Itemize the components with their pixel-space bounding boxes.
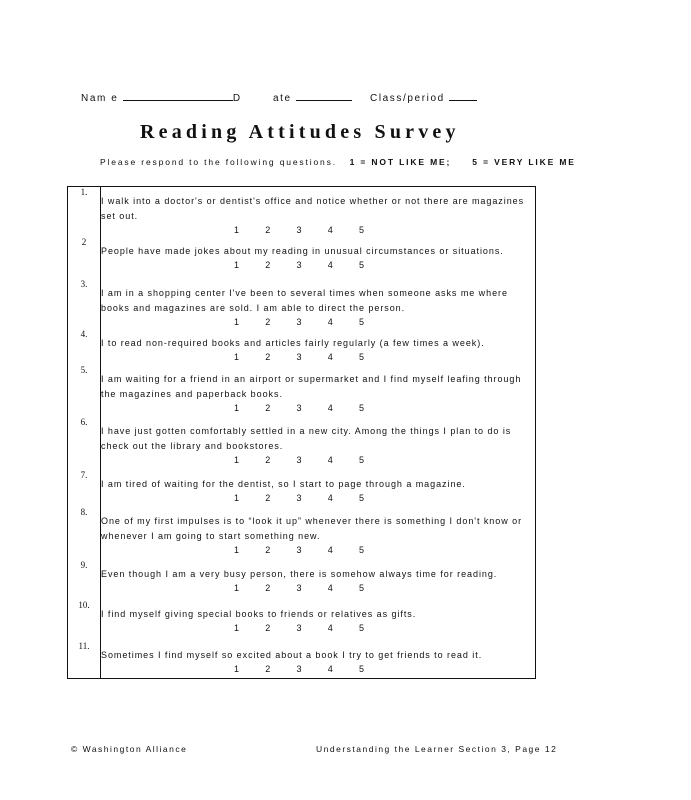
question-content	[101, 237, 536, 279]
rating-option-1[interactable]: 1	[234, 623, 240, 633]
rating-option-2[interactable]: 2	[265, 260, 271, 270]
question-number: 1.	[68, 187, 101, 238]
question-row	[68, 470, 536, 507]
rating-option-3[interactable]: 3	[296, 583, 302, 593]
question-content	[101, 279, 536, 329]
question-text: I walk into a doctor's or dentist's office and notice whether or not there are magazines set out.	[101, 196, 525, 221]
question-row	[68, 329, 536, 365]
question-number: 7.	[68, 470, 101, 507]
rating-option-4[interactable]: 4	[327, 664, 333, 674]
rating-option-3[interactable]: 3	[296, 623, 302, 633]
rating-option-2[interactable]: 2	[265, 352, 271, 362]
question-content	[101, 600, 536, 641]
rating-option-1[interactable]: 1	[234, 493, 240, 503]
rating-option-4[interactable]: 4	[327, 403, 333, 413]
question-number: 8.	[68, 507, 101, 560]
question-number: 11.	[68, 641, 101, 678]
rating-scale	[234, 663, 364, 676]
rating-option-4[interactable]: 4	[327, 493, 333, 503]
rating-option-4[interactable]: 4	[327, 583, 333, 593]
rating-option-5[interactable]: 5	[358, 493, 364, 503]
rating-option-5[interactable]: 5	[358, 623, 364, 633]
scale-low-label: 1 = NOT LIKE ME;	[349, 157, 452, 167]
class-blank[interactable]	[449, 90, 477, 101]
name-field[interactable]	[81, 90, 242, 104]
rating-option-4[interactable]: 4	[327, 352, 333, 362]
page-title: Reading Attitudes Survey	[140, 121, 460, 143]
name-blank[interactable]	[123, 90, 233, 101]
rating-option-2[interactable]: 2	[265, 225, 271, 235]
rating-option-3[interactable]: 3	[296, 403, 302, 413]
question-text: Sometimes I find myself so excited about a book I try to get friends to read it.	[101, 650, 483, 660]
question-number: 5.	[68, 365, 101, 417]
question-row	[68, 279, 536, 329]
rating-option-1[interactable]: 1	[234, 352, 240, 362]
rating-scale	[234, 351, 364, 364]
question-content	[101, 329, 536, 365]
date-label-end: ate	[273, 93, 292, 104]
rating-option-1[interactable]: 1	[234, 403, 240, 413]
question-content	[101, 417, 536, 470]
rating-option-2[interactable]: 2	[265, 455, 271, 465]
rating-option-2[interactable]: 2	[265, 583, 271, 593]
rating-option-1[interactable]: 1	[234, 664, 240, 674]
rating-scale	[234, 259, 364, 272]
class-label: Class/period	[370, 93, 445, 104]
rating-option-1[interactable]: 1	[234, 260, 240, 270]
rating-option-2[interactable]: 2	[265, 664, 271, 674]
rating-scale	[234, 224, 364, 237]
question-text: One of my first impulses is to “look it up” whenever there is something I don't know or whenever I am going to start something new.	[101, 516, 523, 541]
rating-scale	[234, 316, 364, 329]
question-number: 6.	[68, 417, 101, 470]
rating-option-3[interactable]: 3	[296, 545, 302, 555]
rating-option-4[interactable]: 4	[327, 260, 333, 270]
rating-option-5[interactable]: 5	[358, 455, 364, 465]
rating-option-3[interactable]: 3	[296, 664, 302, 674]
rating-scale	[234, 622, 364, 635]
question-text: I am waiting for a friend in an airport or supermarket and I find myself leafing through the magazines and paperback books.	[101, 374, 522, 399]
rating-option-2[interactable]: 2	[265, 317, 271, 327]
rating-option-1[interactable]: 1	[234, 545, 240, 555]
rating-option-5[interactable]: 5	[358, 583, 364, 593]
rating-option-4[interactable]: 4	[327, 455, 333, 465]
rating-option-3[interactable]: 3	[296, 260, 302, 270]
rating-option-4[interactable]: 4	[327, 317, 333, 327]
rating-option-4[interactable]: 4	[327, 623, 333, 633]
footer-page-info: Understanding the Learner Section 3, Page 12	[316, 744, 558, 754]
question-content	[101, 641, 536, 678]
question-text: I have just gotten comfortably settled in a new city. Among the things I plan to do is check out the library and bookstores.	[101, 426, 512, 451]
question-text: I to read non-required books and articles fairly regularly (a few times a week).	[101, 338, 485, 348]
rating-option-5[interactable]: 5	[358, 664, 364, 674]
rating-option-5[interactable]: 5	[358, 545, 364, 555]
question-content	[101, 187, 536, 238]
rating-scale	[234, 492, 364, 505]
question-number: 10.	[68, 600, 101, 641]
rating-option-5[interactable]: 5	[358, 225, 364, 235]
rating-option-3[interactable]: 3	[296, 493, 302, 503]
rating-scale	[234, 582, 364, 595]
question-number: 2	[68, 237, 101, 279]
rating-option-1[interactable]: 1	[234, 455, 240, 465]
rating-option-5[interactable]: 5	[358, 403, 364, 413]
question-content	[101, 560, 536, 600]
question-text: People have made jokes about my reading in unusual circumstances or situations.	[101, 246, 504, 256]
class-field[interactable]	[370, 90, 477, 104]
rating-scale	[234, 454, 364, 467]
question-content	[101, 365, 536, 417]
rating-option-2[interactable]: 2	[265, 545, 271, 555]
question-row	[68, 237, 536, 279]
date-field[interactable]	[273, 90, 352, 104]
rating-option-5[interactable]: 5	[358, 260, 364, 270]
rating-option-3[interactable]: 3	[296, 225, 302, 235]
question-number: 3.	[68, 279, 101, 329]
rating-option-4[interactable]: 4	[327, 545, 333, 555]
question-text: I find myself giving special books to friends or relatives as gifts.	[101, 609, 417, 619]
rating-scale	[234, 544, 364, 557]
instructions-prefix: Please respond to the following questions.	[100, 157, 337, 167]
rating-option-5[interactable]: 5	[358, 352, 364, 362]
rating-option-3[interactable]: 3	[296, 317, 302, 327]
survey-table	[67, 186, 536, 679]
date-label-start: D	[232, 93, 242, 104]
name-label: Nam e	[81, 93, 119, 104]
question-text: I am tired of waiting for the dentist, so I start to page through a magazine.	[101, 479, 466, 489]
footer-copyright: © Washington Alliance	[71, 744, 188, 754]
question-row	[68, 600, 536, 641]
instructions	[100, 157, 576, 167]
question-row	[68, 507, 536, 560]
question-row	[68, 641, 536, 678]
question-row	[68, 365, 536, 417]
question-number: 4.	[68, 329, 101, 365]
rating-option-3[interactable]: 3	[296, 455, 302, 465]
rating-option-4[interactable]: 4	[327, 225, 333, 235]
rating-option-3[interactable]: 3	[296, 352, 302, 362]
rating-scale	[234, 402, 364, 415]
rating-option-2[interactable]: 2	[265, 403, 271, 413]
question-content	[101, 470, 536, 507]
question-number: 9.	[68, 560, 101, 600]
question-row	[68, 417, 536, 470]
rating-option-1[interactable]: 1	[234, 225, 240, 235]
survey-body	[68, 187, 536, 679]
rating-option-5[interactable]: 5	[358, 317, 364, 327]
rating-option-2[interactable]: 2	[265, 493, 271, 503]
question-text: Even though I am a very busy person, there is somehow always time for reading.	[101, 569, 498, 579]
rating-option-1[interactable]: 1	[234, 583, 240, 593]
scale-high-label: 5 = VERY LIKE ME	[472, 157, 576, 167]
question-row	[68, 187, 536, 238]
question-text: I am in a shopping center I've been to several times when someone asks me where books and magazines are sold. I am able to direct the person.	[101, 288, 508, 313]
question-content	[101, 507, 536, 560]
rating-option-1[interactable]: 1	[234, 317, 240, 327]
rating-option-2[interactable]: 2	[265, 623, 271, 633]
question-row	[68, 560, 536, 600]
date-blank[interactable]	[296, 90, 352, 101]
